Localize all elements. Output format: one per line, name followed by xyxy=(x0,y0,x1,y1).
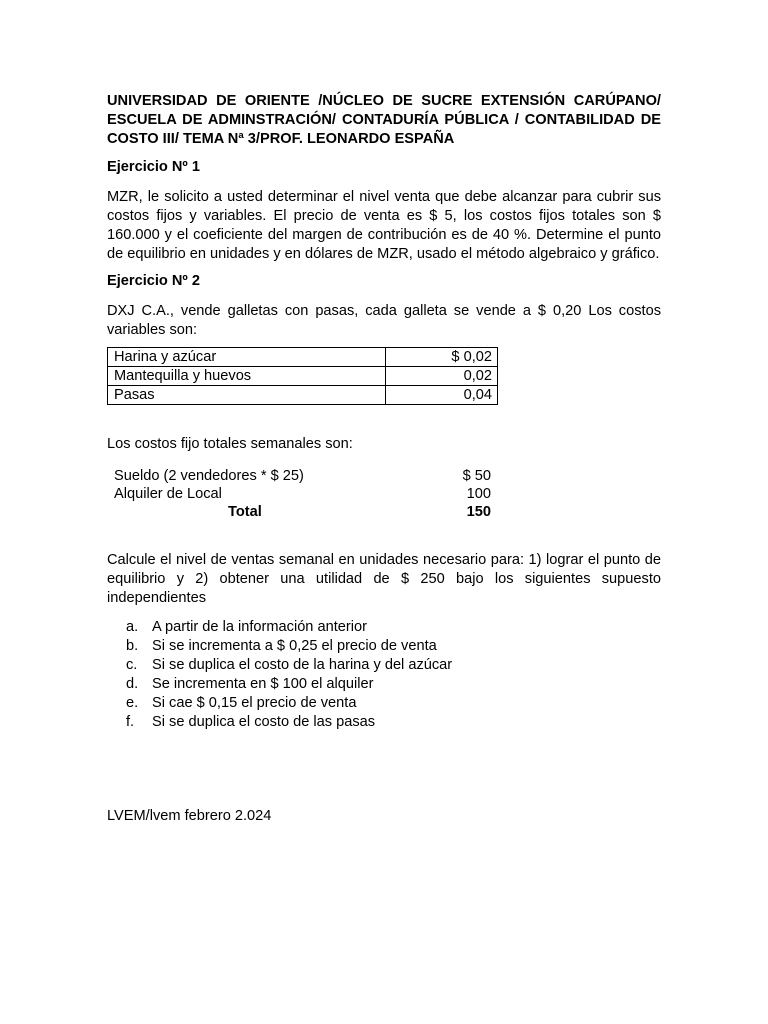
fixed-costs-total-label: Total xyxy=(228,504,262,520)
fixed-costs-total-row xyxy=(114,503,491,521)
case-letter: b. xyxy=(126,638,139,654)
fixed-costs-total-value: 150 xyxy=(466,504,491,520)
table-row xyxy=(108,348,498,367)
cases-list xyxy=(107,618,661,732)
document-heading: UNIVERSIDAD DE ORIENTE /NÚCLEO DE SUCRE EXTENSIÓN CARÚPANO/ ESCUELA DE ADMINSTRACIÓN/ CONTADURÍA PÚBLICA / CONTABILIDAD DE COSTO III/ TEMA Nª 3/PROF. LEONARDO ESPAÑA xyxy=(107,93,661,147)
case-text: A partir de la información anterior xyxy=(152,619,367,635)
case-letter: c. xyxy=(126,657,138,673)
cost-value: 0,04 xyxy=(386,386,498,405)
case-text: Si cae $ 0,15 el precio de venta xyxy=(152,695,357,711)
list-item xyxy=(114,485,491,503)
fixed-costs-intro: Los costos fijo totales semanales son: xyxy=(107,436,353,452)
fixed-costs-list xyxy=(114,467,491,521)
list-item xyxy=(114,467,491,485)
list-item xyxy=(126,713,661,732)
case-text: Si se duplica el costo de la harina y del azúcar xyxy=(152,657,453,673)
list-item xyxy=(126,656,661,675)
exercise-1-title: Ejercicio Nº 1 xyxy=(107,159,200,175)
cost-value: $ 0,02 xyxy=(386,348,498,367)
exercise-1-text: MZR, le solicito a usted determinar el nivel venta que debe alcanzar para cubrir sus costos fijos y variables. El precio de venta es $ 5, los costos fijos totales son $ 160.000 y el coeficiente del margen de contribución es de 40 %. Determine el punto de equilibrio en unidades y en dólares de MZR, usado el método algebraico y gráfico. xyxy=(107,189,661,262)
fixed-cost-item: Alquiler de Local xyxy=(114,486,222,502)
list-item xyxy=(126,618,661,637)
case-letter: e. xyxy=(126,695,139,711)
cost-item: Harina y azúcar xyxy=(108,348,386,367)
case-text: Si se incrementa a $ 0,25 el precio de venta xyxy=(152,638,437,654)
table-row xyxy=(108,386,498,405)
fixed-cost-value: 100 xyxy=(466,486,491,502)
cost-item: Pasas xyxy=(108,386,386,405)
list-item xyxy=(126,675,661,694)
case-text: Si se duplica el costo de las pasas xyxy=(152,714,376,730)
case-letter: a. xyxy=(126,619,139,635)
cost-value: 0,02 xyxy=(386,367,498,386)
exercise-2-intro: DXJ C.A., vende galletas con pasas, cada galleta se vende a $ 0,20 Los costos variables son: xyxy=(107,303,661,338)
exercise-2-question: Calcule el nivel de ventas semanal en unidades necesario para: 1) lograr el punto de equilibrio y 2) obtener una utilidad de $ 250 bajo los siguientes supuesto independientes xyxy=(107,552,661,606)
document-footer: LVEM/lvem febrero 2.024 xyxy=(107,808,272,824)
list-item xyxy=(126,694,661,713)
exercise-2-title: Ejercicio Nº 2 xyxy=(107,273,200,289)
fixed-cost-value: $ 50 xyxy=(462,468,491,484)
document-page xyxy=(107,92,661,826)
cost-item: Mantequilla y huevos xyxy=(108,367,386,386)
case-text: Se incrementa en $ 100 el alquiler xyxy=(152,676,374,692)
variable-costs-table xyxy=(107,347,498,405)
list-item xyxy=(126,637,661,656)
fixed-cost-item: Sueldo (2 vendedores * $ 25) xyxy=(114,468,304,484)
case-letter: f. xyxy=(126,714,135,730)
table-row xyxy=(108,367,498,386)
case-letter: d. xyxy=(126,676,139,692)
